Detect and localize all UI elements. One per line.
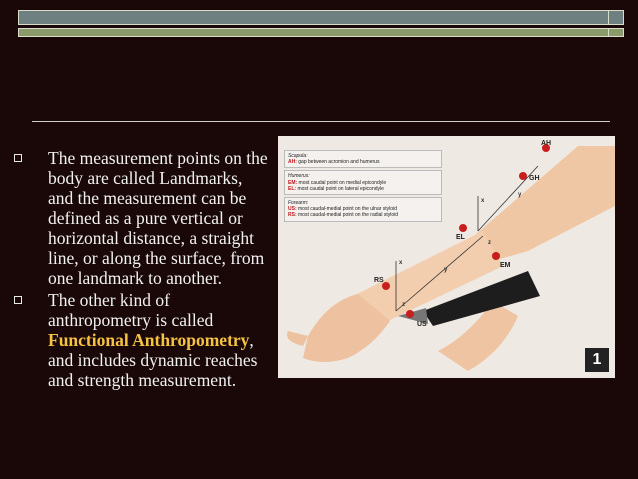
axis-y-label: y: [518, 192, 522, 198]
landmark-gh-dot: [519, 172, 527, 180]
landmark-us-dot: [406, 310, 414, 318]
legend-text: most caudal point on lateral epicondyle: [296, 185, 384, 192]
legend-key: EM:: [288, 179, 298, 186]
axis-y-label: y: [444, 267, 448, 273]
axis-z-label: z: [488, 240, 491, 246]
legend-humerus: [284, 170, 442, 195]
legend-text: most caudal-medial point on the radial styloid: [296, 212, 399, 219]
landmark-em-label: EM: [500, 262, 511, 269]
legend-scapula: [284, 150, 442, 168]
landmark-rs-label: RS: [374, 277, 384, 284]
square-bullet-icon: [14, 154, 22, 162]
bullet-list: [10, 148, 270, 392]
legend-key: US:: [288, 206, 297, 213]
landmark-legend: [284, 150, 442, 224]
legend-forearm: [284, 197, 442, 222]
landmark-el-dot: [459, 224, 467, 232]
thumb-shape: [287, 331, 308, 346]
landmark-ah-label: AH: [541, 140, 552, 147]
legend-text: most caudal-medial point on the ulnar styloid: [296, 206, 397, 213]
landmark-gh-label: GH: [529, 175, 540, 182]
title-bar-bottom: [18, 28, 624, 37]
arm-measurement-figure: [278, 136, 615, 378]
bullet-text-after: , and includes dynamic reaches and strength measurement.: [48, 330, 258, 390]
legend-forearm-header: Forearm:: [288, 200, 309, 207]
axis-z-label: z: [402, 302, 405, 308]
title-bar-top: [18, 10, 624, 25]
landmark-em-dot: [492, 252, 500, 260]
legend-scapula-header: Scapula:: [288, 153, 308, 159]
landmark-el-label: EL: [456, 234, 465, 241]
legend-key: RS:: [288, 212, 297, 219]
axis-x-label: x: [399, 260, 403, 266]
title-bar-decoration: [18, 10, 624, 37]
figure-number-badge: 1: [585, 348, 609, 372]
legend-key: AH:: [288, 159, 297, 166]
square-bullet-icon: [14, 296, 22, 304]
legend-text: most caudal point on medial epicondyle: [297, 179, 387, 186]
legend-key: EL:: [288, 185, 297, 192]
legend-text: gap between acromion and humerus: [296, 159, 380, 166]
highlighted-term: Functional Anthropometry: [48, 330, 250, 350]
axis-x-label: x: [481, 198, 485, 204]
legend-humerus-header: Humerus:: [288, 173, 310, 180]
bullet-item-landmarks: [10, 148, 270, 288]
bullet-text-before: The other kind of anthropometry is called: [48, 290, 214, 330]
bullet-text: The measurement points on the body are called Landmarks, and the measurement can be defined as a pure vertical or horizontal distance, a straight line, or along the surface, from one landmark to another.: [48, 148, 268, 288]
title-divider: [32, 121, 610, 122]
landmark-us-label: US: [417, 321, 427, 328]
bullet-item-functional: [10, 290, 270, 390]
